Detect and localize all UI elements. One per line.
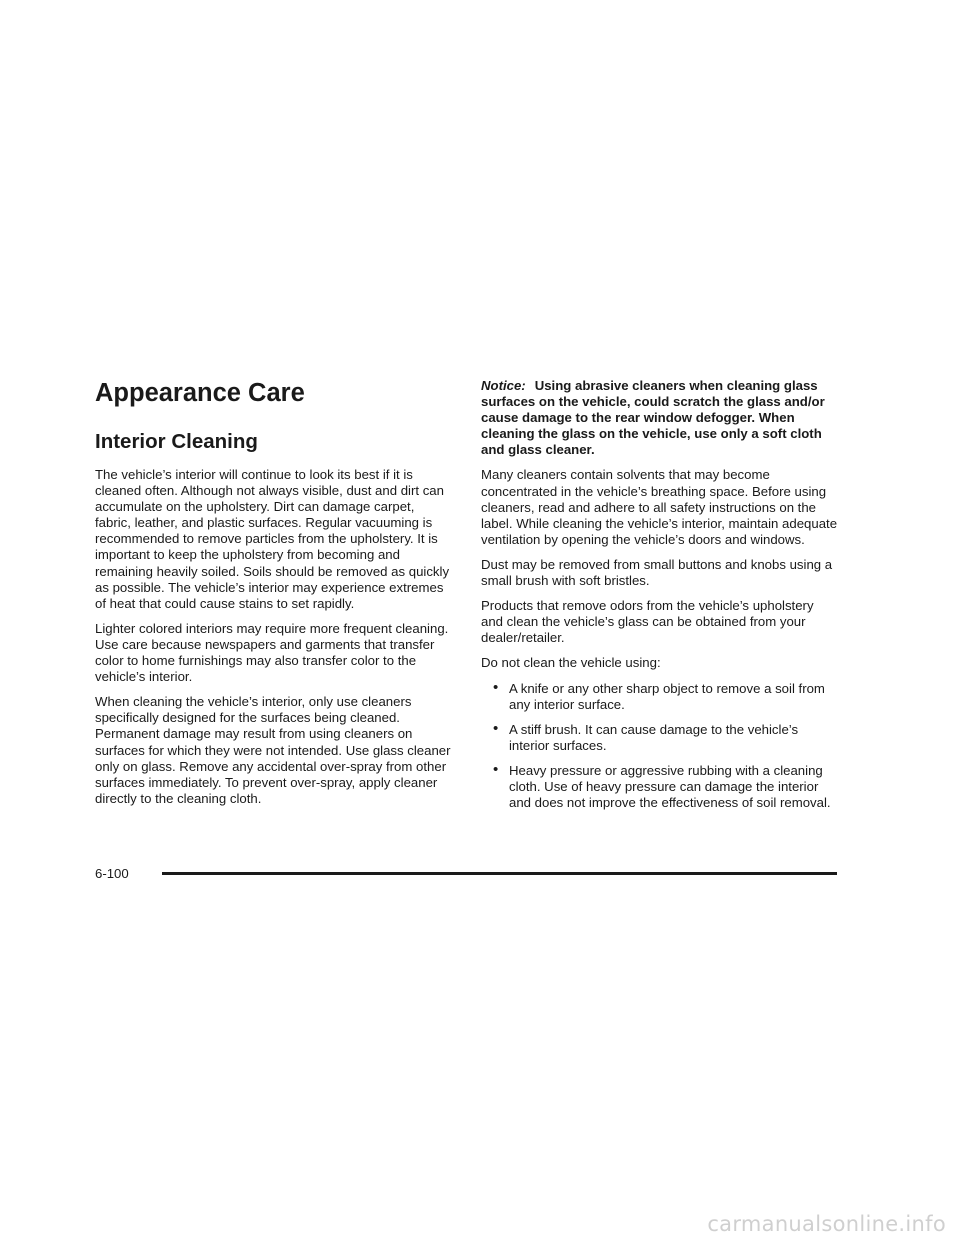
paragraph: When cleaning the vehicle’s interior, only use cleaners specifically designed for the surfaces being cleaned. Permanent damage may result from using cleaners on surfaces for which they were not intended. Use glass cleaner only on glass. Remove any accidental over-spray from other surfaces immediately. To prevent over-spray, apply cleaner directly to the cleaning cloth. [95,694,451,806]
paragraph: Many cleaners contain solvents that may become concentrated in the vehicle’s breathing space. Before using cleaners, read and adhere to all safety instructions on the label. While cleaning the vehicle’s interior, maintain adequate ventilation by opening the vehicle’s doors and windows. [481,467,838,547]
paragraph: Dust may be removed from small buttons and knobs using a small brush with soft bristles. [481,556,833,589]
list-item-text: A stiff brush. It can cause damage to the vehicle’s interior surfaces. [509,721,799,753]
list-item [493,719,839,754]
page-footer [95,864,837,884]
page-number: 6-100 [95,866,129,881]
notice [481,378,839,458]
bullet-icon: • [493,760,499,778]
right-column [481,378,839,820]
paragraph: Products that remove odors from the vehicle’s upholstery and clean the vehicle’s glass can be obtained from your dealer/retailer. [481,598,814,646]
bullet-icon: • [493,678,499,696]
list-item [493,760,839,811]
footer-rule [162,872,837,875]
notice-label: Notice: [481,378,526,393]
bullet-list [481,678,839,812]
list-item-text: A knife or any other sharp object to remove a soil from any interior surface. [509,680,825,712]
list-item [493,678,839,713]
section-title: Appearance Care [95,379,305,407]
notice-text: Using abrasive cleaners when cleaning glass surfaces on the vehicle, could scratch the glass and/or cause damage to the rear window defogger. When cleaning the glass on the vehicle, use only a soft cloth and glass cleaner. [481,378,825,458]
list-item-text: Heavy pressure or aggressive rubbing with a cleaning cloth. Use of heavy pressure can damage the interior and does not improve the effectiveness of soil removal. [509,762,831,811]
paragraph: The vehicle’s interior will continue to look its best if it is cleaned often. Although not always visible, dust and dirt can accumulate on the upholstery. Dirt can damage carpet, fabric, leather, and plastic surfaces. Regular vacuuming is recommended to remove particles from the upholstery. It is important to keep the upholstery from becoming and remaining heavily soiled. Soils should be removed as quickly as possible. The vehicle’s interior may experience extremes of heat that could cause stains to set rapidly. [95,467,450,611]
watermark: carmanualsonline.info [707,1212,946,1236]
paragraph: Do not clean the vehicle using: [481,655,661,671]
subsection-title: Interior Cleaning [95,430,258,453]
paragraph: Lighter colored interiors may require more frequent cleaning. Use care because newspapers and garments that transfer color to home furnishings may also transfer color to the vehicle’s interior. [95,620,449,685]
left-column [95,378,453,816]
bullet-icon: • [493,719,499,737]
